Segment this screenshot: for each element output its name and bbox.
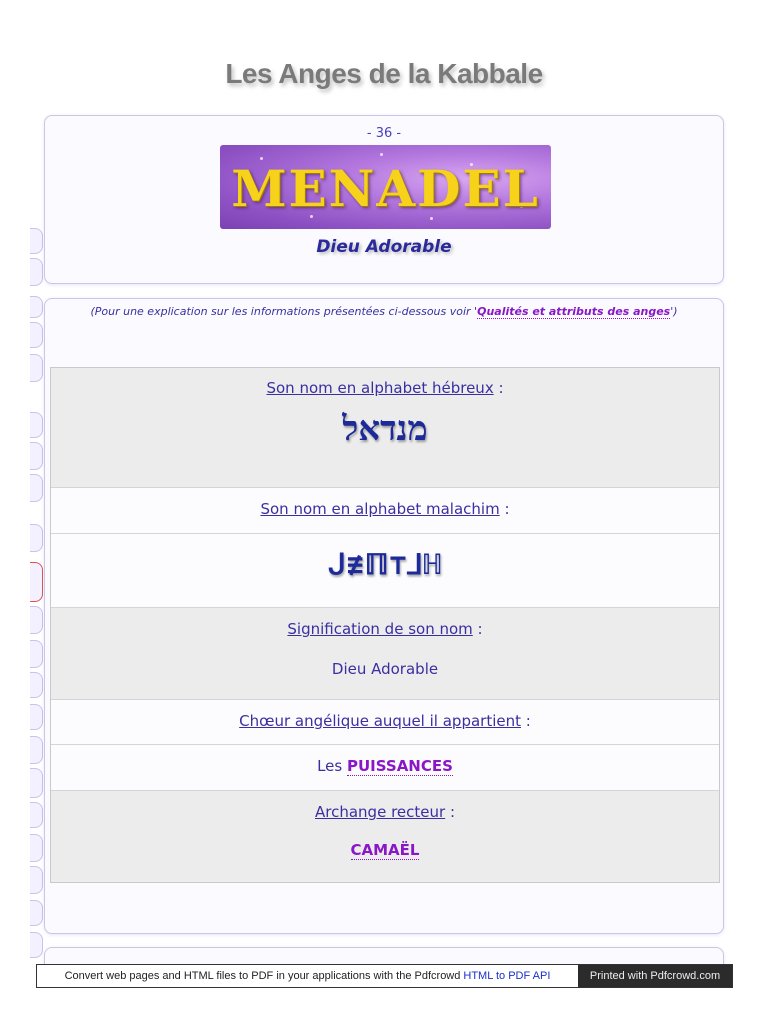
meaning-row — [51, 608, 719, 700]
colon: : — [521, 712, 531, 730]
side-menu-tab[interactable] — [30, 296, 43, 318]
side-menu-tab[interactable] — [30, 524, 43, 552]
colon: : — [499, 500, 510, 518]
angel-subtitle: Dieu Adorable — [316, 237, 452, 257]
choir-value-row — [51, 745, 719, 791]
side-menu-tab[interactable] — [30, 228, 43, 254]
side-menu-tab[interactable] — [30, 412, 43, 438]
qualities-link[interactable]: Qualités et attributs des anges — [477, 305, 671, 318]
angel-number: - 36 - — [366, 126, 402, 141]
side-menu-tab[interactable] — [30, 322, 43, 348]
explanation-suffix: ') — [670, 305, 678, 318]
choir-value — [51, 745, 719, 775]
explanation-prefix: (Pour une explication sur les informations présentées ci-dessous voir ' — [90, 305, 478, 318]
side-menu-tab[interactable] — [30, 768, 43, 798]
meaning-value: Dieu Adorable — [331, 660, 439, 678]
html-to-pdf-link[interactable]: HTML to PDF API — [463, 970, 551, 982]
malachim-value-row — [51, 534, 719, 608]
side-menu-tab[interactable] — [30, 736, 43, 764]
malachim-label-row — [51, 488, 719, 534]
side-menu-tab[interactable] — [30, 354, 43, 382]
malachim-label-text[interactable]: Son nom en alphabet malachim — [260, 500, 500, 518]
hebrew-name: מנדאל — [342, 409, 428, 449]
meaning-label — [51, 608, 719, 638]
side-menu-tab[interactable] — [30, 834, 43, 862]
side-menu-tab[interactable] — [30, 640, 43, 668]
side-menu-tab[interactable] — [30, 672, 43, 698]
pdfcrowd-footer — [36, 964, 733, 988]
hebrew-label — [51, 368, 719, 397]
colon: : — [472, 620, 483, 638]
choir-label-text[interactable]: Chœur angélique auquel il appartient — [239, 712, 521, 730]
hebrew-row — [51, 368, 719, 488]
side-menu-tab[interactable] — [30, 932, 43, 958]
archangel-label-text[interactable]: Archange recteur — [315, 803, 446, 821]
info-table — [50, 367, 720, 883]
hebrew-label-text[interactable]: Son nom en alphabet hébreux — [266, 379, 494, 397]
malachim-name: ᒍ≢ℿ⊤⅃ℍ — [328, 548, 442, 581]
side-menu-tab[interactable] — [30, 704, 43, 730]
choir-label — [51, 700, 719, 730]
footer-note — [37, 965, 578, 987]
angel-header-card — [44, 115, 724, 284]
archangel-label — [51, 791, 719, 821]
footer-text: Convert web pages and HTML files to PDF in your applications with the Pdfcrowd — [64, 970, 461, 982]
choir-prefix: Les — [317, 757, 343, 775]
explanation-note — [45, 305, 723, 318]
archangel-row — [51, 791, 719, 882]
archangel-value — [51, 821, 719, 859]
angel-name-banner — [220, 145, 551, 229]
side-menu-tab[interactable] — [30, 606, 43, 634]
angel-name-text: MENADEL — [231, 159, 540, 218]
printed-with-badge[interactable]: Printed with Pdfcrowd.com — [578, 965, 732, 987]
colon: : — [493, 379, 504, 397]
side-menu-tab[interactable] — [30, 258, 43, 286]
malachim-label — [51, 488, 719, 518]
side-menu-tab[interactable] — [30, 802, 43, 828]
side-menu-tab[interactable] — [30, 442, 43, 470]
side-menu-tab[interactable] — [30, 562, 43, 602]
meaning-label-text[interactable]: Signification de son nom — [287, 620, 473, 638]
angel-info-card — [44, 298, 724, 934]
side-menu-tab[interactable] — [30, 866, 43, 894]
side-menu-tab[interactable] — [30, 900, 43, 926]
choir-label-row — [51, 700, 719, 745]
choir-name[interactable]: PUISSANCES — [347, 757, 453, 775]
colon: : — [445, 803, 455, 821]
archangel-name[interactable]: CAMAËL — [350, 841, 420, 859]
page-title: Les Anges de la Kabbale — [225, 58, 543, 89]
side-menu-tab[interactable] — [30, 474, 43, 502]
